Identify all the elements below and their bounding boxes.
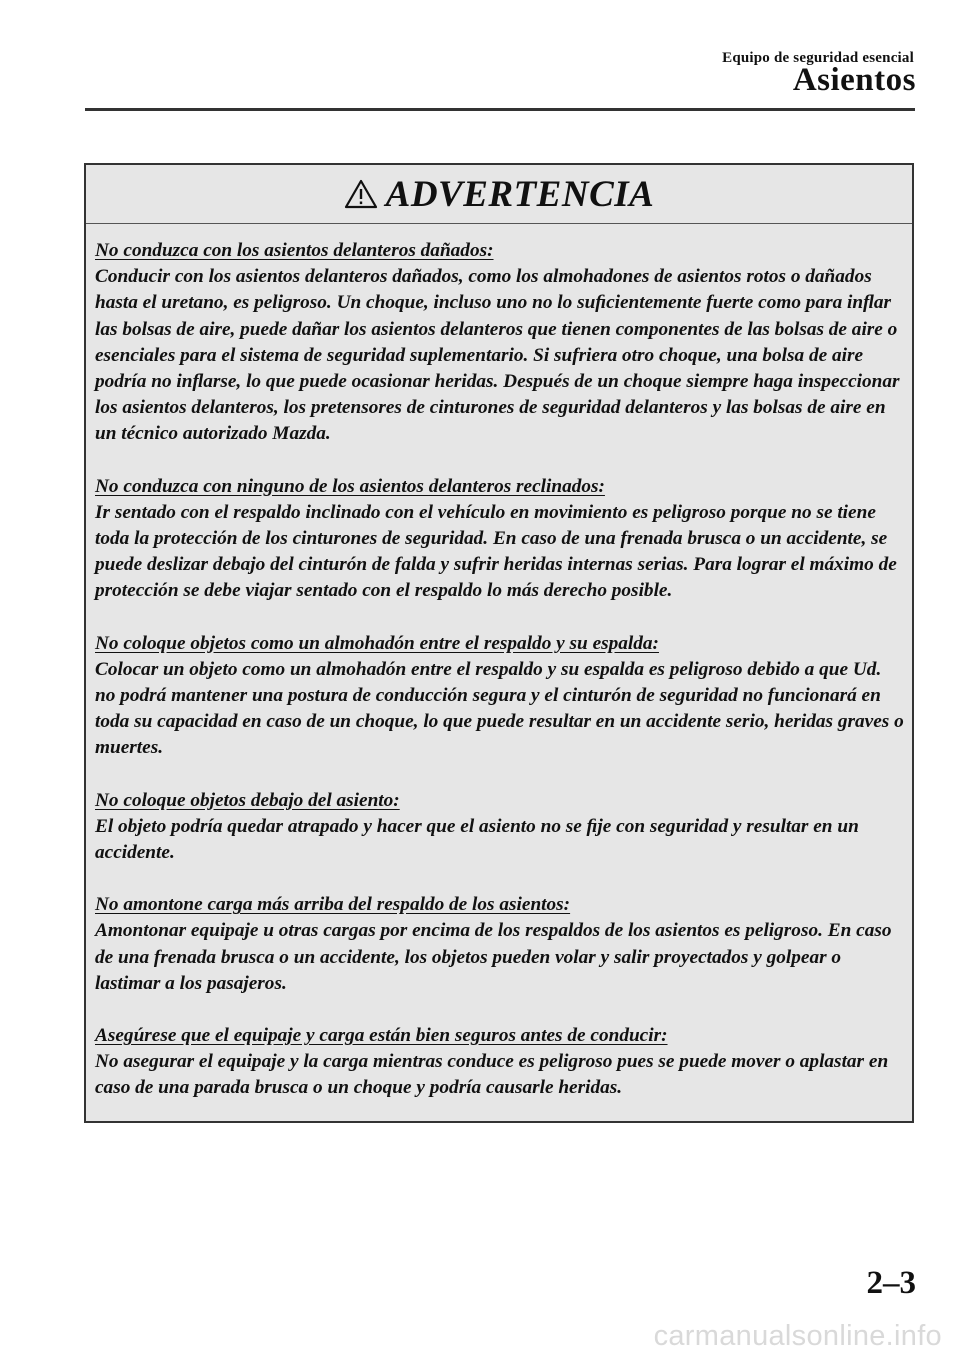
warning-item bbox=[95, 1023, 904, 1102]
warning-item-heading: No coloque objetos debajo del asiento: bbox=[95, 789, 400, 811]
warning-box bbox=[84, 163, 914, 1123]
warning-item-heading: No conduzca con los asientos delanteros dañados: bbox=[95, 240, 494, 261]
warning-item-text: Amontonar equipaje u otras cargas por encima de los respaldos de los asientos es peligroso. En caso de una frenada brusca o un accidente, los objetos pueden volar y salir proyectados y golpear o lastimar a los pasajeros. bbox=[95, 920, 892, 994]
warning-item-text: No asegurar el equipaje y la carga mientras conduce es peligroso pues se puede mover o aplastar en caso de una parada brusca o un choque y podría causarle heridas. bbox=[95, 1051, 889, 1099]
warning-item-heading: Asegúrese que el equipaje y carga están bien seguros antes de conducir: bbox=[95, 1025, 668, 1047]
warning-triangle-icon bbox=[344, 179, 378, 209]
page-number: 2–3 bbox=[866, 1265, 916, 1301]
warning-item-text: El objeto podría quedar atrapado y hacer que el asiento no se ﬁje con seguridad y resultar en un accidente. bbox=[95, 815, 859, 864]
warning-item bbox=[95, 474, 904, 605]
warning-header bbox=[86, 165, 912, 224]
warning-item bbox=[95, 788, 904, 867]
warning-item bbox=[95, 892, 904, 997]
warning-item-heading: No amontone carga más arriba del respaldo de los asientos: bbox=[95, 894, 571, 916]
warning-item-text: Conducir con los asientos delanteros dañados, como los almohadones de asientos rotos o dañados hasta el uretano, es peligroso. Un choque, incluso uno no lo suﬁcientemente fuerte como para inﬂar las bolsas de aire, puede dañar los asientos delanteros que tienen componentes de las bolsas de aire o esenciales para el sistema de seguridad suplementario. Si sufriera otro choque, una bolsa de aire podría no inﬂarse, lo que puede ocasionar heridas. Después de un choque siempre haga inspeccionar los asientos delanteros, los pretensores de cinturones de seguridad delanteros y las bolsas de aire en un técnico autorizado Mazda. bbox=[95, 266, 900, 445]
page-title: Asientos bbox=[792, 62, 916, 98]
warning-title: ADVERTENCIA bbox=[385, 173, 655, 215]
watermark: carmanualsonline.info bbox=[653, 1320, 942, 1352]
warning-body bbox=[86, 224, 912, 1102]
warning-item-heading: No conduzca con ninguno de los asientos delanteros reclinados: bbox=[95, 475, 605, 497]
warning-item-heading: No coloque objetos como un almohadón entre el respaldo y su espalda: bbox=[95, 632, 659, 654]
warning-item-text: Colocar un objeto como un almohadón entre el respaldo y su espalda es peligroso debido a que Ud. no podrá mantener una postura de conducción segura y el cinturón de seguridad no funcionará en toda su capacidad en caso de un choque, lo que puede resultar en un accidente serio, heridas graves o muertes. bbox=[95, 658, 904, 759]
warning-item bbox=[95, 631, 904, 762]
warning-item bbox=[95, 238, 904, 448]
warning-item-text: Ir sentado con el respaldo inclinado con el vehículo en movimiento es peligroso porque no se tiene toda la protección de los cinturones de seguridad. En caso de una frenada brusca o un accidente, se puede deslizar debajo del cinturón de falda y sufrir heridas internas serias. Para lograr el máximo de protección se debe viajar sentado con el respaldo lo más derecho posible. bbox=[95, 501, 897, 602]
header-rule bbox=[85, 108, 915, 111]
section-label: Equipo de seguridad esencial bbox=[722, 50, 914, 66]
